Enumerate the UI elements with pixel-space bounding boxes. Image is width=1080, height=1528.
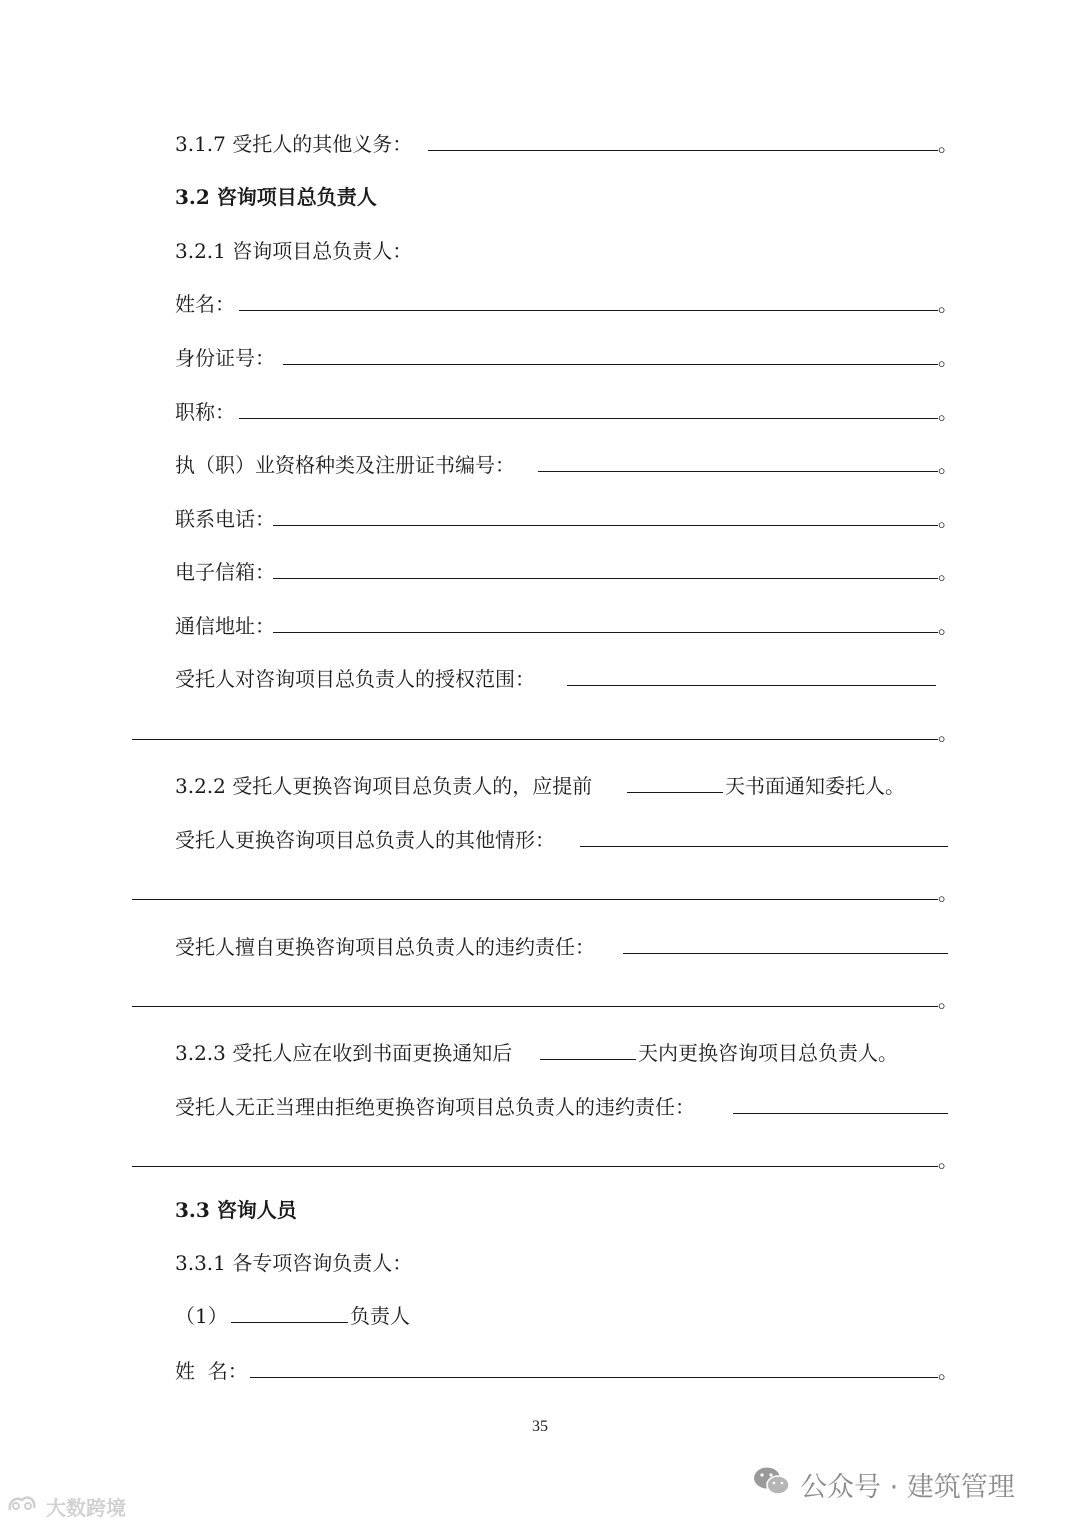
- blank-days: [627, 770, 723, 793]
- item-text: 负责人: [350, 1304, 410, 1328]
- period: 。: [938, 1148, 958, 1172]
- field-title: [0, 396, 1080, 428]
- period: 。: [938, 721, 958, 745]
- item-1: [0, 1300, 1080, 1332]
- field-label: 职称：: [175, 400, 235, 424]
- field-label: 受托人无正当理由拒绝更换咨询项目总负责人的违约责任：: [175, 1095, 695, 1119]
- clause-text: 3.2.2 受托人更换咨询项目总负责人的，应提前: [175, 774, 593, 798]
- field-label: 电子信箱：: [175, 560, 275, 584]
- heading-text: 3.3 咨询人员: [175, 1198, 297, 1222]
- field-other-circumstances: [0, 824, 1080, 856]
- blank-line: [567, 663, 936, 686]
- blank-line: [132, 717, 938, 740]
- period: 。: [938, 1359, 958, 1383]
- period: 。: [938, 614, 958, 638]
- continuation-line: [0, 877, 1080, 909]
- field-address: [0, 610, 1080, 642]
- blank-line: [132, 877, 938, 900]
- blank-specialty: [231, 1300, 348, 1323]
- blank-line: [239, 396, 938, 419]
- clause-label: 3.3.1 各专项咨询负责人：: [175, 1251, 413, 1275]
- period: 。: [938, 292, 958, 316]
- blank-line: [250, 1355, 938, 1378]
- section-heading-3-3: [0, 1194, 1080, 1226]
- field-label: 受托人擅自更换咨询项目总负责人的违约责任：: [175, 935, 595, 959]
- blank-line: [733, 1091, 948, 1114]
- clause-3-1-7: [0, 128, 1080, 160]
- period: 。: [938, 453, 958, 477]
- page-number: 35: [532, 1418, 548, 1435]
- corner-watermark: [6, 1490, 156, 1522]
- period: 。: [938, 988, 958, 1012]
- wechat-watermark: [752, 1462, 1052, 1506]
- field-name-2: [0, 1355, 1080, 1387]
- blank-days: [540, 1037, 636, 1060]
- clause-text: 天内更换咨询项目总负责人。: [638, 1041, 898, 1065]
- blank-line: [538, 449, 938, 472]
- blank-line: [273, 503, 938, 526]
- field-certificate: [0, 449, 1080, 481]
- wechat-icon: [752, 1465, 792, 1504]
- period: 。: [938, 346, 958, 370]
- logo-icon: [6, 1492, 38, 1521]
- field-breach-liability-2: [0, 1091, 1080, 1123]
- clause-text: 天书面通知委托人。: [725, 774, 905, 798]
- period: 。: [938, 507, 958, 531]
- item-number: （1）: [175, 1304, 228, 1328]
- blank-line: [623, 931, 948, 954]
- heading-text: 3.2 咨询项目总负责人: [175, 185, 377, 209]
- clause-label: 3.2.1 咨询项目总负责人：: [175, 239, 413, 263]
- clause-3-2-1: [0, 235, 1080, 267]
- field-label: 受托人更换咨询项目总负责人的其他情形：: [175, 828, 555, 852]
- field-email: [0, 556, 1080, 588]
- field-name: [0, 288, 1080, 320]
- continuation-line: [0, 717, 1080, 749]
- field-label: 姓 名：: [175, 1359, 248, 1383]
- clause-3-3-1: [0, 1247, 1080, 1279]
- period: 。: [938, 560, 958, 584]
- field-label: 联系电话：: [175, 507, 275, 531]
- field-label: 通信地址：: [175, 614, 275, 638]
- period: 。: [938, 400, 958, 424]
- field-label: 执（职）业资格种类及注册证书编号：: [175, 453, 515, 477]
- field-label: 姓名：: [175, 292, 235, 316]
- continuation-line: [0, 984, 1080, 1016]
- blank-line: [273, 610, 938, 633]
- watermark-text: 公众号 · 建筑管理: [800, 1471, 1015, 1503]
- period: 。: [938, 881, 958, 905]
- field-authorization-scope: [0, 663, 1080, 695]
- section-heading-3-2: [0, 181, 1080, 213]
- blank-line: [580, 824, 948, 847]
- blank-line: [239, 288, 938, 311]
- field-label: 身份证号：: [175, 346, 275, 370]
- clause-3-2-2: [0, 770, 1080, 802]
- field-phone: [0, 503, 1080, 535]
- clause-3-2-3: [0, 1037, 1080, 1069]
- field-breach-liability-1: [0, 931, 1080, 963]
- clause-text: 3.2.3 受托人应在收到书面更换通知后: [175, 1041, 513, 1065]
- blank-line: [428, 128, 938, 151]
- clause-label: 3.1.7 受托人的其他义务：: [175, 132, 413, 156]
- continuation-line: [0, 1144, 1080, 1176]
- field-id-number: [0, 342, 1080, 374]
- blank-line: [273, 556, 938, 579]
- field-label: 受托人对咨询项目总负责人的授权范围：: [175, 667, 535, 691]
- period: 。: [938, 132, 958, 156]
- watermark-text: 大数跨境: [46, 1495, 126, 1520]
- blank-line: [132, 1144, 938, 1167]
- blank-line: [132, 984, 938, 1007]
- blank-line: [283, 342, 938, 365]
